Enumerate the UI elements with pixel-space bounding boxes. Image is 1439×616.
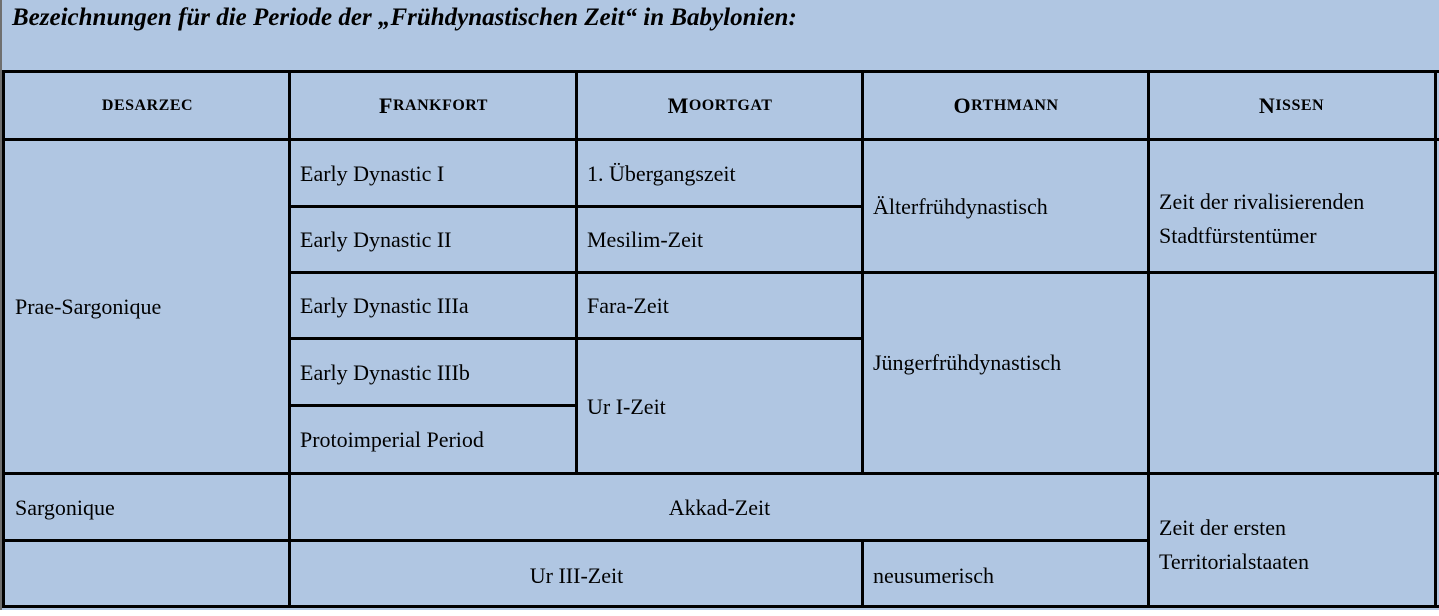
- header-nissen-rest: ISSEN: [1275, 97, 1325, 114]
- cell-mesilim-zeit: Mesilim-Zeit: [587, 227, 704, 252]
- header-nissen: [1149, 72, 1434, 140]
- cell-fara-zeit: Fara-Zeit: [587, 293, 669, 318]
- rule-row-5: [2, 472, 1439, 475]
- rule-header-bottom: [2, 138, 1439, 141]
- cell-ur-1-zeit: Ur I-Zeit: [587, 393, 666, 419]
- cell-juengerfruehdynastisch: Jüngerfrühdynastisch: [873, 350, 1062, 375]
- header-orthmann-rest: RTHMANN: [971, 97, 1059, 114]
- header-frankfort-rest: RANKFORT: [392, 97, 488, 114]
- cell-akkad-zeit: Akkad-Zeit: [668, 494, 771, 520]
- rule-right: [1434, 70, 1437, 608]
- header-de-sarzec-name: SARZEC: [125, 97, 194, 114]
- table-title: Bezeichnungen für die Periode der „Frühdynastischen Zeit“ in Babylonien:: [12, 4, 797, 31]
- rule-col-3b: [861, 539, 864, 608]
- cell-aelterfruehdynastisch: Älterfrühdynastisch: [873, 193, 1048, 219]
- header-frankfort-initial: F: [379, 93, 393, 118]
- cell-early-dynastic-3b: Early Dynastic IIIb: [300, 359, 470, 385]
- cell-early-dynastic-1: Early Dynastic I: [300, 160, 445, 186]
- cell-uebergangszeit: 1. Übergangszeit: [587, 160, 736, 186]
- rule-col-3a: [861, 70, 864, 474]
- cell-sargonique: Sargonique: [15, 494, 115, 520]
- header-moortgat: [577, 72, 863, 140]
- rule-col-4: [1147, 70, 1150, 608]
- header-orthmann: [863, 72, 1149, 140]
- header-nissen-initial: N: [1258, 93, 1276, 118]
- cell-early-dynastic-2: Early Dynastic II: [300, 227, 452, 252]
- cell-neusumerisch: neusumerisch: [873, 562, 994, 588]
- cell-prae-sargonique: Prae-Sargonique: [15, 294, 162, 319]
- rule-col-2: [575, 70, 578, 474]
- rule-top: [2, 70, 1439, 73]
- header-de-sarzec-prefix: DE: [101, 97, 126, 114]
- rule-row-4: [290, 404, 577, 407]
- rule-bottom: [2, 605, 1439, 608]
- header-frankfort: [290, 72, 577, 140]
- rule-left: [2, 70, 5, 608]
- header-de-sarzec: [5, 72, 290, 140]
- header-orthmann-initial: O: [953, 93, 972, 118]
- header-moortgat-initial: M: [667, 93, 689, 118]
- cell-ur-3-zeit: Ur III-Zeit: [529, 562, 624, 588]
- cell-rivalisierende-stadtfuerstentuemer: Zeit der rivalisierenden Stadtfürstentümer: [1159, 189, 1365, 248]
- cell-erste-territorialstaaten: Zeit der ersten Territorialstaaten: [1159, 515, 1309, 574]
- rule-col-1: [288, 70, 291, 608]
- header-moortgat-rest: OORTGAT: [688, 97, 773, 114]
- cell-early-dynastic-3a: Early Dynastic IIIa: [300, 293, 469, 318]
- cell-protoimperial-period: Protoimperial Period: [300, 427, 484, 452]
- rule-row-6: [2, 539, 1149, 542]
